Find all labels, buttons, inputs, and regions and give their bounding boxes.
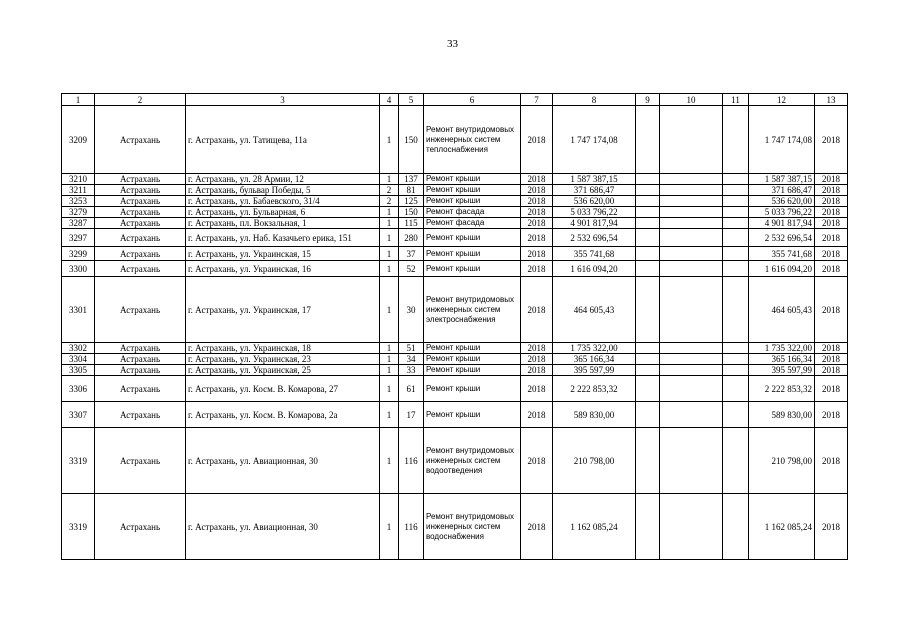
column-12-cost-cell: 2 222 853,32 [749, 376, 815, 402]
column-12-cost-cell: 1 735 322,00 [749, 343, 815, 354]
column-5-cell: 51 [399, 343, 424, 354]
city-cell: Астрахань [95, 343, 186, 354]
column-5-cell: 116 [399, 428, 424, 494]
city-cell: Астрахань [95, 247, 186, 261]
column-13-year-cell: 2018 [815, 196, 848, 207]
table-row [62, 354, 848, 365]
row-id-cell: 3299 [62, 247, 95, 261]
table-row [62, 494, 848, 560]
year-cell: 2018 [521, 277, 553, 343]
row-id-cell: 3279 [62, 207, 95, 218]
year-cell: 2018 [521, 376, 553, 402]
column-13-year-cell: 2018 [815, 376, 848, 402]
column-4-cell: 1 [380, 428, 399, 494]
year-cell: 2018 [521, 106, 553, 174]
column-4-cell: 1 [380, 218, 399, 229]
table-row [62, 174, 848, 185]
table-row [62, 185, 848, 196]
column-header: 5 [399, 94, 424, 106]
column-12-cost-cell: 464 605,43 [749, 277, 815, 343]
city-cell: Астрахань [95, 207, 186, 218]
work-type-cell: Ремонт крыши [424, 196, 521, 207]
year-cell: 2018 [521, 428, 553, 494]
column-4-cell: 1 [380, 261, 399, 277]
column-5-cell: 150 [399, 207, 424, 218]
column-number-header-row [62, 94, 848, 106]
column-4-cell: 1 [380, 494, 399, 560]
column-12-cost-cell: 365 166,34 [749, 354, 815, 365]
column-4-cell: 1 [380, 229, 399, 247]
column-11-cell [723, 428, 749, 494]
table-row [62, 277, 848, 343]
city-cell: Астрахань [95, 402, 186, 428]
total-cost-cell: 2 222 853,32 [553, 376, 636, 402]
address-cell: г. Астрахань, ул. Косм. В. Комарова, 27 [186, 376, 380, 402]
city-cell: Астрахань [95, 218, 186, 229]
column-10-cell [660, 106, 723, 174]
year-cell: 2018 [521, 494, 553, 560]
column-header: 12 [749, 94, 815, 106]
column-5-cell: 30 [399, 277, 424, 343]
column-13-year-cell: 2018 [815, 174, 848, 185]
column-13-year-cell: 2018 [815, 247, 848, 261]
column-13-year-cell: 2018 [815, 365, 848, 376]
table-row [62, 261, 848, 277]
column-5-cell: 137 [399, 174, 424, 185]
column-header: 10 [660, 94, 723, 106]
total-cost-cell: 1 587 387,15 [553, 174, 636, 185]
column-5-cell: 34 [399, 354, 424, 365]
column-13-year-cell: 2018 [815, 277, 848, 343]
row-id-cell: 3301 [62, 277, 95, 343]
column-4-cell: 1 [380, 376, 399, 402]
column-11-cell [723, 365, 749, 376]
address-cell: г. Астрахань, ул. 28 Армии, 12 [186, 174, 380, 185]
table-row [62, 218, 848, 229]
column-13-year-cell: 2018 [815, 106, 848, 174]
column-11-cell [723, 261, 749, 277]
total-cost-cell: 371 686,47 [553, 185, 636, 196]
work-type-cell: Ремонт крыши [424, 185, 521, 196]
column-12-cost-cell: 5 033 796,22 [749, 207, 815, 218]
column-4-cell: 1 [380, 247, 399, 261]
column-header: 2 [95, 94, 186, 106]
address-cell: г. Астрахань, ул. Украинская, 18 [186, 343, 380, 354]
city-cell: Астрахань [95, 494, 186, 560]
row-id-cell: 3305 [62, 365, 95, 376]
total-cost-cell: 1 616 094,20 [553, 261, 636, 277]
column-13-year-cell: 2018 [815, 402, 848, 428]
year-cell: 2018 [521, 354, 553, 365]
address-cell: г. Астрахань, ул. Украинская, 25 [186, 365, 380, 376]
column-10-cell [660, 365, 723, 376]
column-13-year-cell: 2018 [815, 428, 848, 494]
total-cost-cell: 2 532 696,54 [553, 229, 636, 247]
year-cell: 2018 [521, 229, 553, 247]
column-9-cell [636, 229, 660, 247]
column-12-cost-cell: 1 616 094,20 [749, 261, 815, 277]
column-10-cell [660, 229, 723, 247]
year-cell: 2018 [521, 247, 553, 261]
year-cell: 2018 [521, 261, 553, 277]
table-row [62, 428, 848, 494]
row-id-cell: 3253 [62, 196, 95, 207]
row-id-cell: 3300 [62, 261, 95, 277]
city-cell: Астрахань [95, 261, 186, 277]
year-cell: 2018 [521, 174, 553, 185]
total-cost-cell: 536 620,00 [553, 196, 636, 207]
row-id-cell: 3307 [62, 402, 95, 428]
column-13-year-cell: 2018 [815, 494, 848, 560]
column-9-cell [636, 196, 660, 207]
total-cost-cell: 365 166,34 [553, 354, 636, 365]
work-type-cell: Ремонт крыши [424, 354, 521, 365]
column-11-cell [723, 106, 749, 174]
column-header: 11 [723, 94, 749, 106]
address-cell: г. Астрахань, ул. Бабаевского, 31/4 [186, 196, 380, 207]
column-10-cell [660, 196, 723, 207]
column-9-cell [636, 247, 660, 261]
city-cell: Астрахань [95, 174, 186, 185]
work-type-cell: Ремонт внутридомовых инженерных систем электроснабжения [424, 277, 521, 343]
column-9-cell [636, 218, 660, 229]
column-10-cell [660, 185, 723, 196]
total-cost-cell: 1 747 174,08 [553, 106, 636, 174]
column-9-cell [636, 354, 660, 365]
city-cell: Астрахань [95, 428, 186, 494]
column-5-cell: 116 [399, 494, 424, 560]
city-cell: Астрахань [95, 229, 186, 247]
column-4-cell: 1 [380, 343, 399, 354]
work-type-cell: Ремонт крыши [424, 174, 521, 185]
work-type-cell: Ремонт крыши [424, 247, 521, 261]
column-10-cell [660, 354, 723, 365]
city-cell: Астрахань [95, 106, 186, 174]
work-type-cell: Ремонт крыши [424, 261, 521, 277]
address-cell: г. Астрахань, ул. Авиационная, 30 [186, 428, 380, 494]
address-cell: г. Астрахань, пл. Вокзальная, 1 [186, 218, 380, 229]
year-cell: 2018 [521, 196, 553, 207]
column-11-cell [723, 247, 749, 261]
column-9-cell [636, 428, 660, 494]
row-id-cell: 3211 [62, 185, 95, 196]
column-header: 13 [815, 94, 848, 106]
column-11-cell [723, 277, 749, 343]
column-10-cell [660, 277, 723, 343]
column-4-cell: 1 [380, 174, 399, 185]
column-4-cell: 1 [380, 277, 399, 343]
year-cell: 2018 [521, 365, 553, 376]
work-type-cell: Ремонт крыши [424, 365, 521, 376]
year-cell: 2018 [521, 402, 553, 428]
column-10-cell [660, 174, 723, 185]
column-header: 6 [424, 94, 521, 106]
column-12-cost-cell: 395 597,99 [749, 365, 815, 376]
column-5-cell: 115 [399, 218, 424, 229]
column-9-cell [636, 106, 660, 174]
city-cell: Астрахань [95, 277, 186, 343]
row-id-cell: 3297 [62, 229, 95, 247]
address-cell: г. Астрахань, ул. Наб. Казачьего ерика, 151 [186, 229, 380, 247]
column-10-cell [660, 402, 723, 428]
total-cost-cell: 4 901 817,94 [553, 218, 636, 229]
address-cell: г. Астрахань, ул. Бульварная, 6 [186, 207, 380, 218]
city-cell: Астрахань [95, 376, 186, 402]
column-4-cell: 2 [380, 185, 399, 196]
column-11-cell [723, 343, 749, 354]
column-13-year-cell: 2018 [815, 354, 848, 365]
column-12-cost-cell: 589 830,00 [749, 402, 815, 428]
column-11-cell [723, 376, 749, 402]
address-cell: г. Астрахань, ул. Косм. В. Комарова, 2а [186, 402, 380, 428]
column-5-cell: 81 [399, 185, 424, 196]
column-5-cell: 125 [399, 196, 424, 207]
column-10-cell [660, 261, 723, 277]
column-12-cost-cell: 536 620,00 [749, 196, 815, 207]
row-id-cell: 3210 [62, 174, 95, 185]
table-row [62, 207, 848, 218]
column-9-cell [636, 376, 660, 402]
column-13-year-cell: 2018 [815, 261, 848, 277]
column-11-cell [723, 229, 749, 247]
address-cell: г. Астрахань, ул. Украинская, 23 [186, 354, 380, 365]
column-header: 4 [380, 94, 399, 106]
column-5-cell: 52 [399, 261, 424, 277]
work-type-cell: Ремонт крыши [424, 376, 521, 402]
repair-register-table [61, 93, 848, 560]
work-type-cell: Ремонт фасада [424, 207, 521, 218]
column-11-cell [723, 402, 749, 428]
row-id-cell: 3209 [62, 106, 95, 174]
total-cost-cell: 1 162 085,24 [553, 494, 636, 560]
column-5-cell: 61 [399, 376, 424, 402]
column-11-cell [723, 354, 749, 365]
work-type-cell: Ремонт крыши [424, 229, 521, 247]
column-13-year-cell: 2018 [815, 343, 848, 354]
year-cell: 2018 [521, 343, 553, 354]
column-10-cell [660, 494, 723, 560]
column-4-cell: 2 [380, 196, 399, 207]
address-cell: г. Астрахань, ул. Украинская, 16 [186, 261, 380, 277]
total-cost-cell: 210 798,00 [553, 428, 636, 494]
year-cell: 2018 [521, 185, 553, 196]
column-5-cell: 150 [399, 106, 424, 174]
column-13-year-cell: 2018 [815, 185, 848, 196]
year-cell: 2018 [521, 207, 553, 218]
work-type-cell: Ремонт фасада [424, 218, 521, 229]
column-10-cell [660, 218, 723, 229]
column-12-cost-cell: 1 162 085,24 [749, 494, 815, 560]
column-9-cell [636, 494, 660, 560]
column-header: 3 [186, 94, 380, 106]
column-5-cell: 33 [399, 365, 424, 376]
column-9-cell [636, 261, 660, 277]
column-11-cell [723, 494, 749, 560]
column-13-year-cell: 2018 [815, 229, 848, 247]
row-id-cell: 3319 [62, 494, 95, 560]
column-9-cell [636, 174, 660, 185]
work-type-cell: Ремонт крыши [424, 402, 521, 428]
column-10-cell [660, 207, 723, 218]
city-cell: Астрахань [95, 354, 186, 365]
column-9-cell [636, 343, 660, 354]
address-cell: г. Астрахань, ул. Татищева, 11а [186, 106, 380, 174]
column-9-cell [636, 277, 660, 343]
column-5-cell: 280 [399, 229, 424, 247]
address-cell: г. Астрахань, ул. Украинская, 15 [186, 247, 380, 261]
year-cell: 2018 [521, 218, 553, 229]
column-11-cell [723, 185, 749, 196]
total-cost-cell: 355 741,68 [553, 247, 636, 261]
column-5-cell: 17 [399, 402, 424, 428]
column-4-cell: 1 [380, 106, 399, 174]
column-12-cost-cell: 1 587 387,15 [749, 174, 815, 185]
column-12-cost-cell: 371 686,47 [749, 185, 815, 196]
city-cell: Астрахань [95, 185, 186, 196]
total-cost-cell: 1 735 322,00 [553, 343, 636, 354]
total-cost-cell: 464 605,43 [553, 277, 636, 343]
column-9-cell [636, 365, 660, 376]
table-row [62, 365, 848, 376]
row-id-cell: 3287 [62, 218, 95, 229]
row-id-cell: 3302 [62, 343, 95, 354]
column-11-cell [723, 218, 749, 229]
column-10-cell [660, 428, 723, 494]
address-cell: г. Астрахань, ул. Авиационная, 30 [186, 494, 380, 560]
column-13-year-cell: 2018 [815, 207, 848, 218]
row-id-cell: 3319 [62, 428, 95, 494]
table-row [62, 376, 848, 402]
address-cell: г. Астрахань, бульвар Победы, 5 [186, 185, 380, 196]
city-cell: Астрахань [95, 196, 186, 207]
table-row [62, 196, 848, 207]
column-9-cell [636, 207, 660, 218]
column-12-cost-cell: 4 901 817,94 [749, 218, 815, 229]
table-row [62, 402, 848, 428]
column-11-cell [723, 196, 749, 207]
column-12-cost-cell: 2 532 696,54 [749, 229, 815, 247]
column-4-cell: 1 [380, 207, 399, 218]
page-number: 33 [447, 38, 458, 50]
table-row [62, 106, 848, 174]
total-cost-cell: 395 597,99 [553, 365, 636, 376]
column-10-cell [660, 376, 723, 402]
column-9-cell [636, 402, 660, 428]
column-11-cell [723, 207, 749, 218]
column-10-cell [660, 343, 723, 354]
column-4-cell: 1 [380, 402, 399, 428]
row-id-cell: 3306 [62, 376, 95, 402]
work-type-cell: Ремонт внутридомовых инженерных систем теплоснабжения [424, 106, 521, 174]
table-body [62, 106, 848, 560]
total-cost-cell: 589 830,00 [553, 402, 636, 428]
column-header: 9 [636, 94, 660, 106]
column-10-cell [660, 247, 723, 261]
table-row [62, 343, 848, 354]
work-type-cell: Ремонт внутридомовых инженерных систем водоснабжения [424, 494, 521, 560]
table-row [62, 247, 848, 261]
city-cell: Астрахань [95, 365, 186, 376]
column-4-cell: 1 [380, 354, 399, 365]
column-4-cell: 1 [380, 365, 399, 376]
column-11-cell [723, 174, 749, 185]
address-cell: г. Астрахань, ул. Украинская, 17 [186, 277, 380, 343]
work-type-cell: Ремонт крыши [424, 343, 521, 354]
column-12-cost-cell: 1 747 174,08 [749, 106, 815, 174]
total-cost-cell: 5 033 796,22 [553, 207, 636, 218]
column-12-cost-cell: 355 741,68 [749, 247, 815, 261]
row-id-cell: 3304 [62, 354, 95, 365]
column-header: 1 [62, 94, 95, 106]
column-13-year-cell: 2018 [815, 218, 848, 229]
column-header: 7 [521, 94, 553, 106]
work-type-cell: Ремонт внутридомовых инженерных систем водоотведения [424, 428, 521, 494]
column-header: 8 [553, 94, 636, 106]
column-5-cell: 37 [399, 247, 424, 261]
table-row [62, 229, 848, 247]
column-9-cell [636, 185, 660, 196]
column-12-cost-cell: 210 798,00 [749, 428, 815, 494]
